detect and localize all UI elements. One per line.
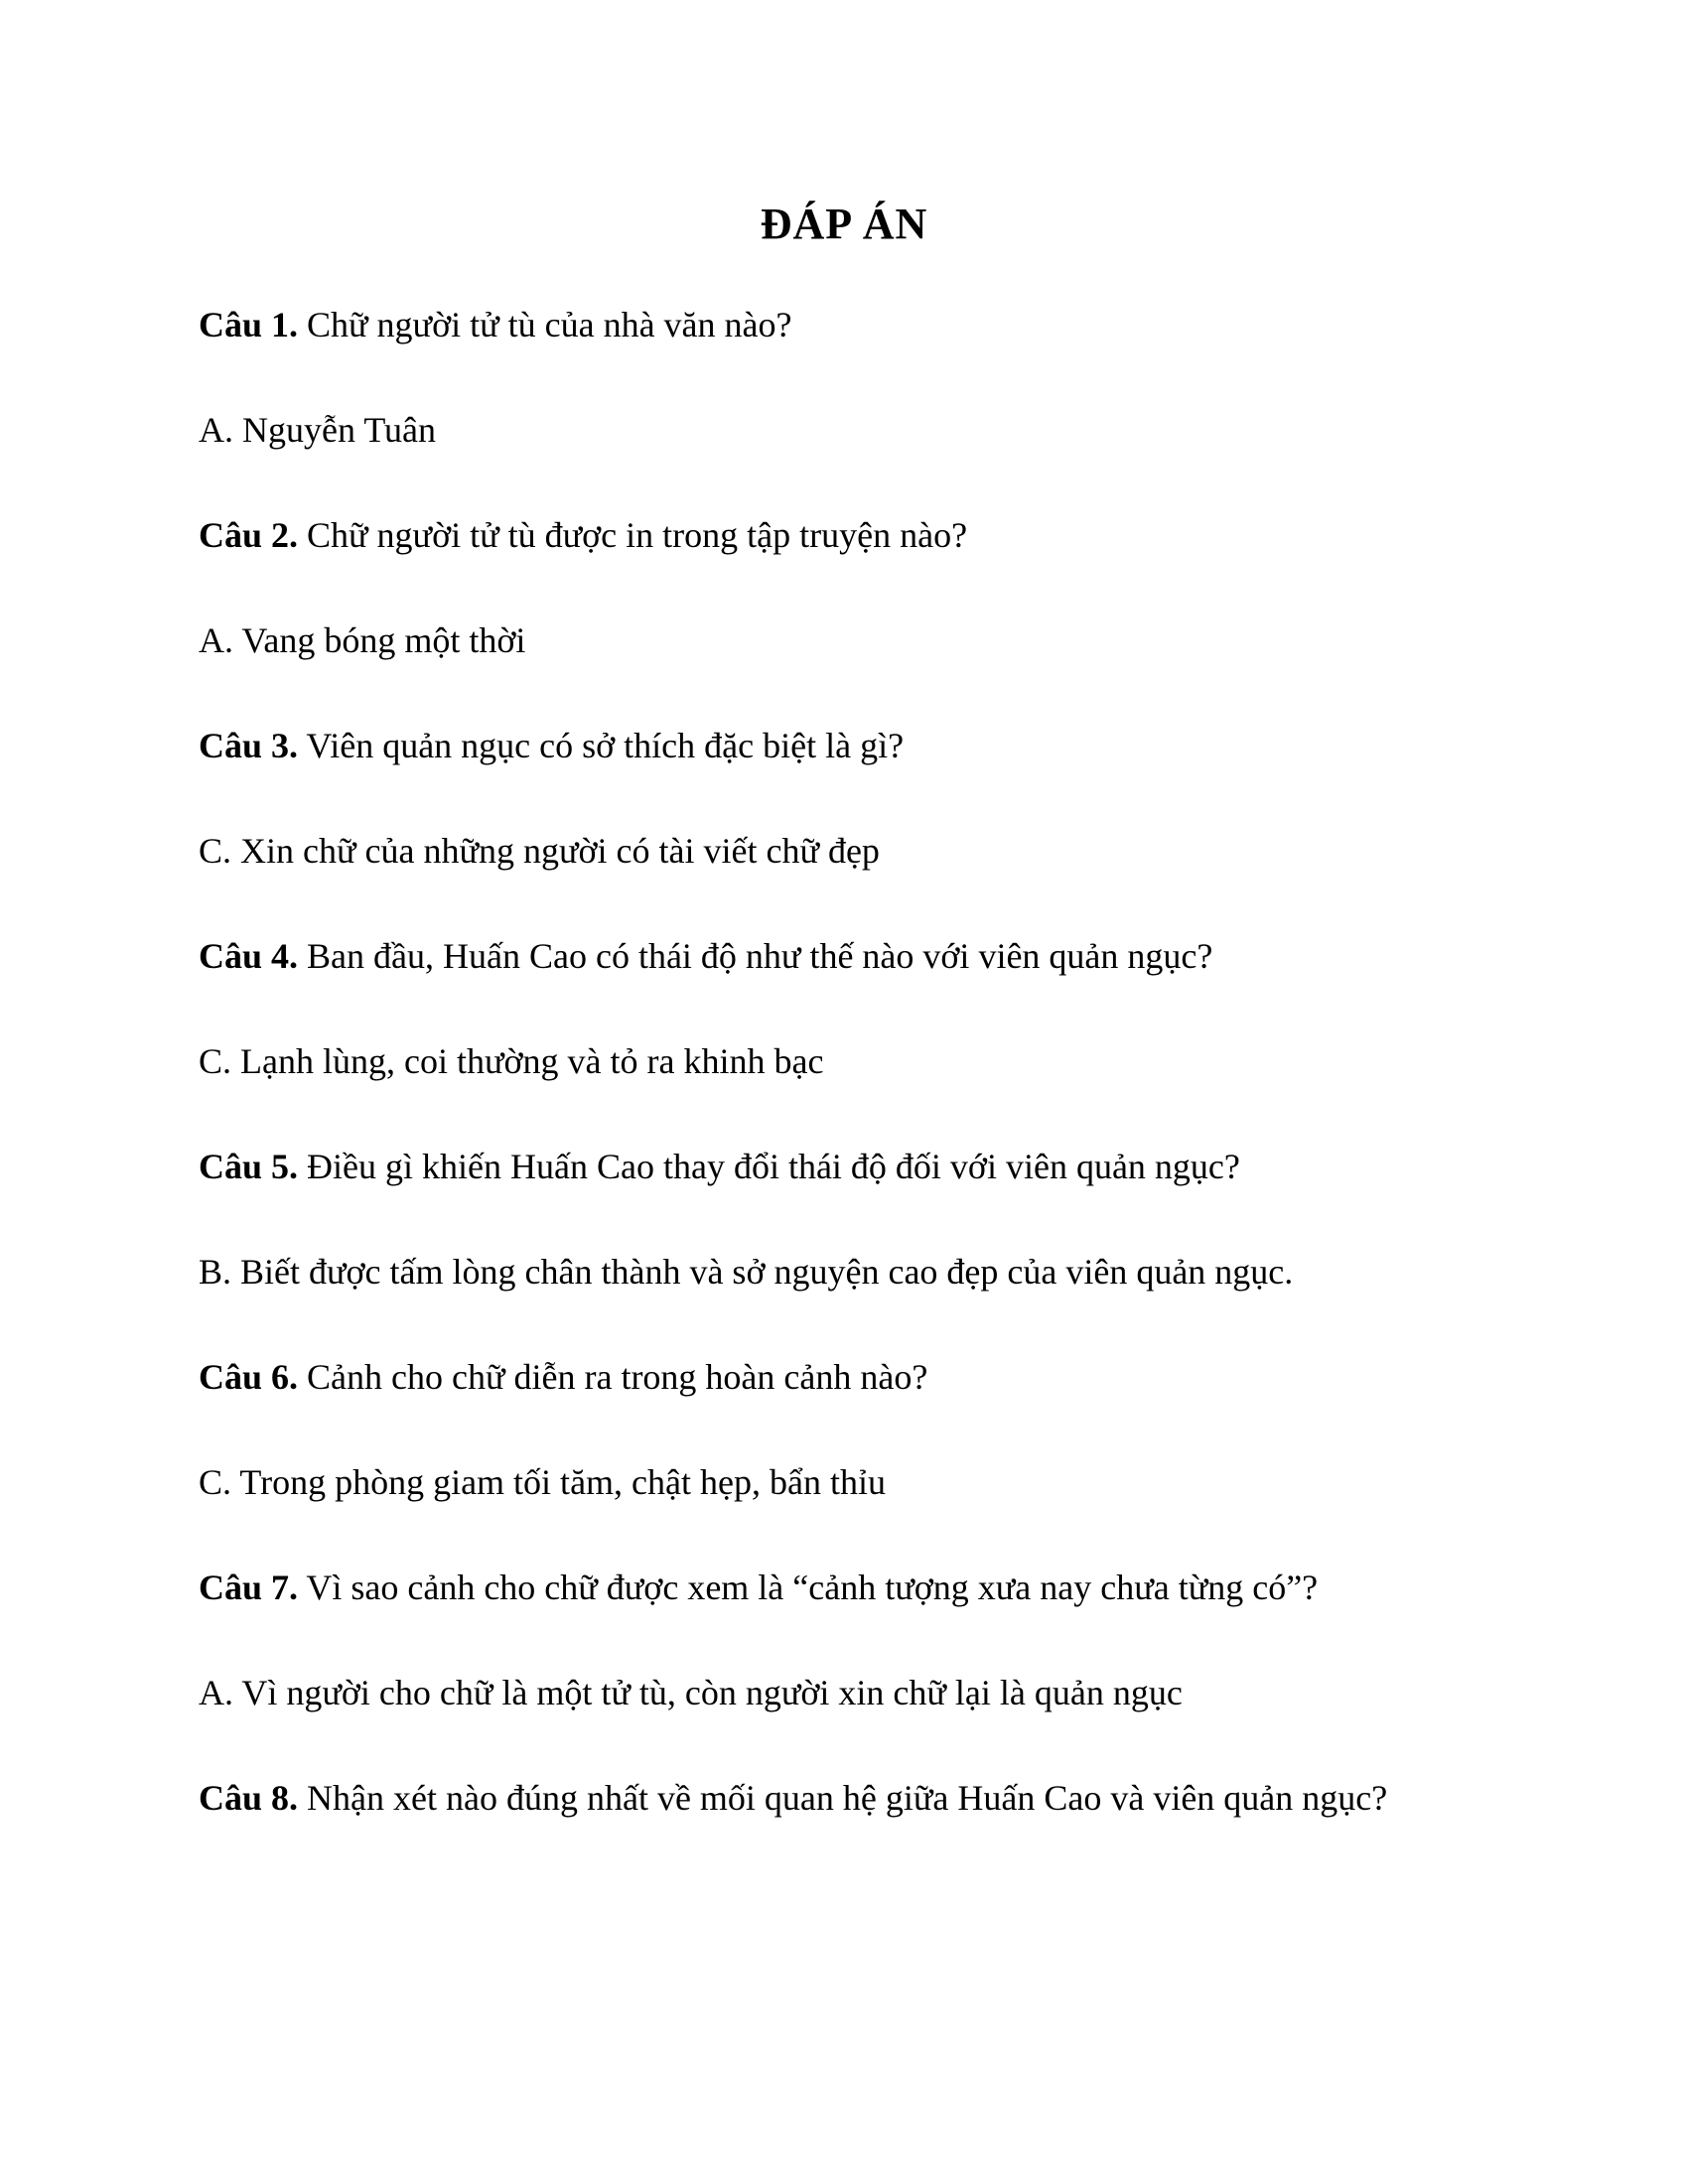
- question-7: [199, 1563, 1509, 1612]
- answer-6: C. Trong phòng giam tối tăm, chật hẹp, bẩn thỉu: [199, 1462, 886, 1502]
- question-number: Câu 2.: [199, 515, 299, 555]
- question-text: Nhận xét nào đúng nhất về mối quan hệ giữa Huấn Cao và viên quản ngục?: [298, 1778, 1388, 1818]
- question-number: Câu 6.: [199, 1357, 299, 1397]
- answer-7: A. Vì người cho chữ là một tử tù, còn người xin chữ lại là quản ngục: [199, 1673, 1183, 1712]
- question-text: Chữ người tử tù được in trong tập truyện nào?: [298, 515, 968, 555]
- question-2: [199, 510, 1509, 560]
- question-5: [199, 1142, 1509, 1191]
- answer-4: C. Lạnh lùng, coi thường và tỏ ra khinh bạc: [199, 1041, 824, 1081]
- question-number: Câu 5.: [199, 1147, 299, 1186]
- question-number: Câu 7.: [199, 1568, 299, 1607]
- question-1: [199, 300, 1509, 349]
- answer-3: C. Xin chữ của những người có tài viết chữ đẹp: [199, 831, 880, 871]
- question-6: [199, 1352, 1509, 1402]
- question-text: Điều gì khiến Huấn Cao thay đổi thái độ đối với viên quản ngục?: [298, 1147, 1240, 1186]
- question-number: Câu 8.: [199, 1778, 299, 1818]
- page-title: ĐÁP ÁN: [760, 200, 928, 248]
- question-number: Câu 3.: [199, 726, 299, 765]
- question-number: Câu 4.: [199, 936, 299, 976]
- answer-5: B. Biết được tấm lòng chân thành và sở nguyện cao đẹp của viên quản ngục.: [199, 1252, 1294, 1292]
- question-3: [199, 721, 1509, 770]
- question-text: Cảnh cho chữ diễn ra trong hoàn cảnh nào?: [298, 1357, 928, 1397]
- question-4: [199, 931, 1509, 981]
- question-number: Câu 1.: [199, 305, 299, 344]
- answer-2: A. Vang bóng một thời: [199, 620, 526, 660]
- question-text: Ban đầu, Huấn Cao có thái độ như thế nào với viên quản ngục?: [298, 936, 1213, 976]
- question-text: Vì sao cảnh cho chữ được xem là “cảnh tượng xưa nay chưa từng có”?: [298, 1568, 1319, 1607]
- answer-list: [199, 300, 1509, 1878]
- question-text: Viên quản ngục có sở thích đặc biệt là gì?: [298, 726, 905, 765]
- question-8: [199, 1773, 1509, 1823]
- question-text: Chữ người tử tù của nhà văn nào?: [298, 305, 792, 344]
- answer-1: A. Nguyễn Tuân: [199, 410, 437, 450]
